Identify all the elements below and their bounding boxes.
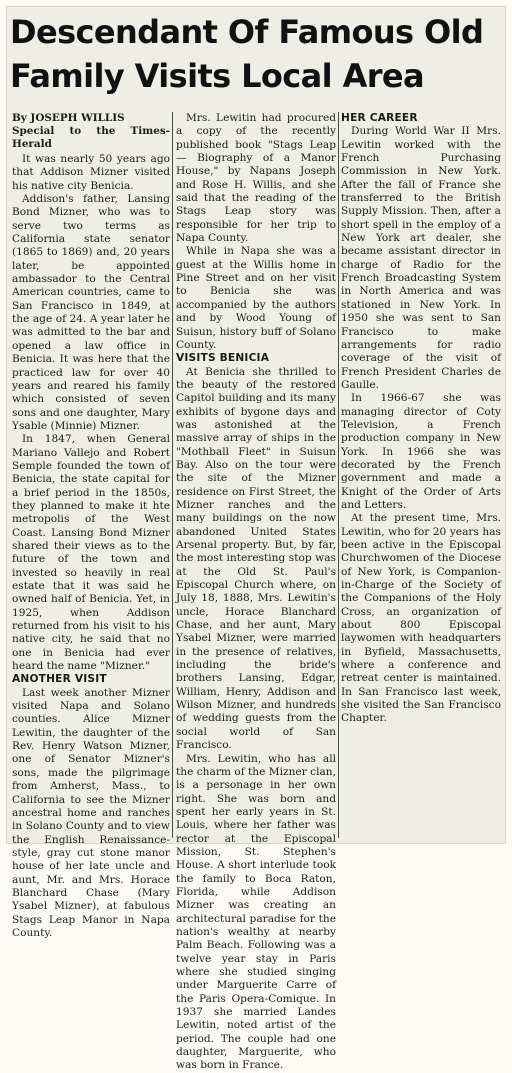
subhead-visits-benicia: VISITS BENICIA [176,352,270,365]
byline [12,112,170,151]
headline-line-1: Descendant Of Famous Old [10,13,484,51]
column-rule [338,112,339,838]
paragraph: In 1847, when General Mariano Vallejo and Robert Semple founded the town of Benicia, the state capital for a brief period in the 1850s, they planned to make it hte metropolis of the West Coast. Lansing Bond Mizner shared their views as to the future of the town and invested so heavily in real estate that it was said he owned half of Benicia. Yet, in 1925, when Addison returned from his visit to his native city, he said that no one in Benicia had ever heard the name "Mizner." [12,433,170,673]
article-column-3 [341,112,501,838]
article-column-1 [12,112,170,939]
subhead-another-visit: ANOTHER VISIT [12,673,107,686]
paragraph: At Benicia she thrilled to the beauty of the restored Capitol building and its many exhibits of bygone days and was astonished at the massive array of ships in the "Mothball Fleet" in Suisun Bay. Also on the tour were the site of the Mizner residence on First Street, the Mizner ranches and the many buildings on the now abandoned United States Arsenal property. But, by far, the most interesting stop was at the Old St. Paul's Episcopal Church where, on July 18, 1888, Mrs. Lewitin's uncle, Horace Blanchard Chase, and her aunt, Mary Ysabel Mizner, were married in the presence of relatives, including the bride's brothers Lansing, Edgar, William, Henry, Addison and Wilson Mizner, and hundreds of wedding guests from the social world of San Francisco. [176,365,336,752]
paragraph: Last week another Mizner visited Napa and Solano counties. Alice Mizner Lewitin, the daughter of the Rev. Henry Watson Mizner, one of Senator Mizner's sons, made the pilgrimage from Amherst, Mass., to California to see the Mizner ancestral home and ranches in Solano County and to view the English Renaissance-style, gray cut stone manor house of her late uncle and aunt, Mr. and Mrs. Horace Blanchard Chase (Mary Ysabel Mizner), at fabulous Stags Leap Manor in Napa County. [12,686,170,939]
subhead-her-career: HER CAREER [341,112,418,124]
paragraph: During World War II Mrs. Lewitin worked with the French Purchasing Commission in New York. After the fall of France she transferred to the British Supply Mission. Then, after a short spell in the employ of a New York art dealer, she became assistant director in charge of Radio for the French Broadcasting System in North America and was stationed in New York. In 1950 she was sent to San Francisco to make arrangements for radio coverage of the visit of French President Charles de Gaulle. [341,125,501,391]
headline [10,10,504,98]
paragraph: Mrs. Lewitin, who has all the charm of the Mizner clan, is a personage in her own right. She was born and spent her early years in St. Louis, where her father was rector at the Episcopal Mission, St. Stephen's House. A short interlude took the family to Boca Raton, Florida, while Addison Mizner was creating an architectural paradise for the nation's wealthy at nearby Palm Beach. Following was a twelve year stay in Paris where she studied singing under Marguerite Carre of the Paris Opera-Comique. In 1937 she married Landes Lewitin, noted artist of the period. The couple had one daughter, Marguerite, who was born in France. [176,752,336,1072]
column-rule [172,112,173,838]
byline-affiliation: Special to the Times-Herald [12,125,170,150]
paragraph: At the present time, Mrs. Lewitin, who for 20 years has been active in the Episcopal Churchwomen of the Diocese of New York, is Companion-in-Charge of the Society of the Companions of the Holy Cross, an organization of about 800 Episcopal laywomen with headquarters in Byfield, Massachusetts, where a conference and retreat center is maintained. In San Francisco last week, she visited the San Francisco Chapter. [341,512,501,725]
paragraph: Addison's father, Lansing Bond Mizner, who was to serve two terms as California state senator (1865 to 1869) and, 20 years later, be appointed ambassador to the Central American countries, came to San Francisco in 1849, at the age of 24. A year later he was admitted to the bar and opened a law office in Benicia. It was here that the practiced law for over 40 years and reared his family which consisted of seven sons and one daughter, Mary Ysable (Minnie) Mizner. [12,193,170,432]
paragraph: In 1966-67 she was managing director of Coty Television, a French production company in New York. In 1966 she was decorated by the French government and made a Knight of the Order of Arts and Letters. [341,392,501,511]
article-column-2 [176,112,336,1072]
headline-line-2: Family Visits Local Area [10,57,425,95]
byline-author: By JOSEPH WILLIS [12,112,125,124]
paragraph: It was nearly 50 years ago that Addison Mizner visited his native city Benicia. [12,153,170,192]
paragraph: While in Napa she was a guest at the Willis home in Pine Street and on her visit to Benicia she was accompanied by the authors and by Wood Young of Suisun, history buff of Solano County. [176,245,336,351]
paragraph: Mrs. Lewitin had procured a copy of the recently published book "Stags Leap — Biography of a Manor House," by Napans Joseph and Rose H. Willis, and she said that the reading of the Stags Leap story was responsible for her trip to Napa County. [176,112,336,245]
